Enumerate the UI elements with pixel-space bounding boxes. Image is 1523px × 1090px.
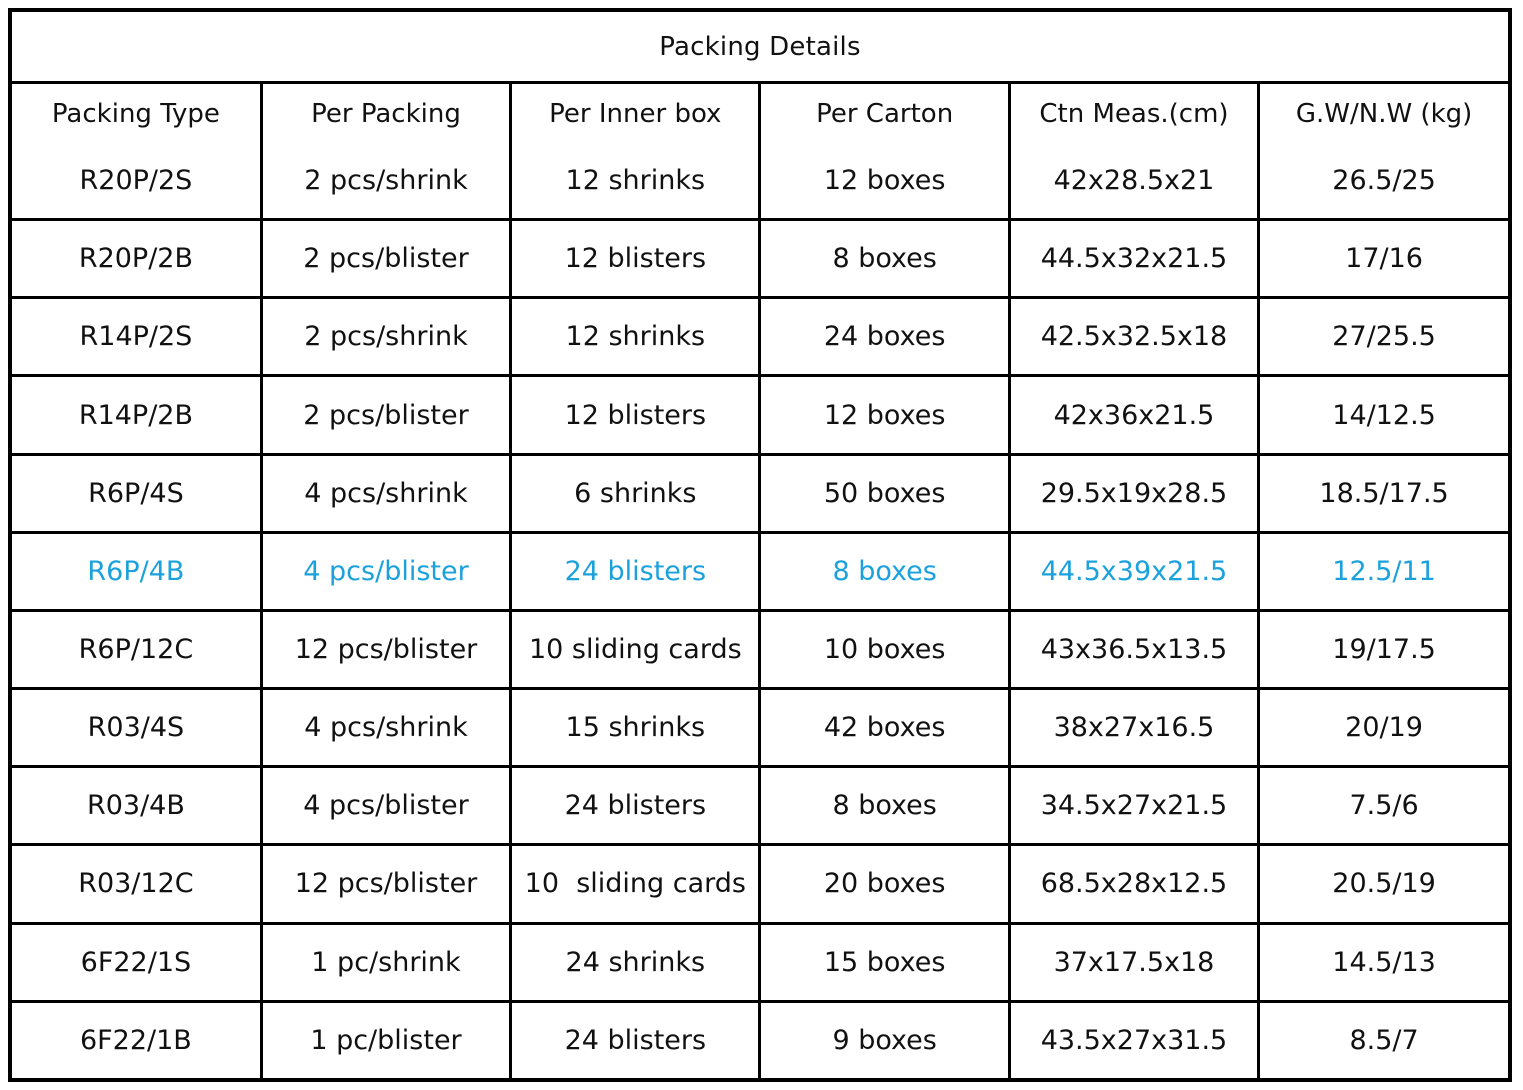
table-body — [12, 143, 1508, 1078]
cell-gw-nw: 26.5/25 — [1259, 143, 1508, 220]
cell-per-packing: 4 pcs/shrink — [261, 689, 510, 767]
table-row — [12, 532, 1508, 610]
cell-gw-nw: 14.5/13 — [1259, 923, 1508, 1001]
table-title: Packing Details — [12, 12, 1508, 83]
cell-per-carton: 15 boxes — [760, 923, 1009, 1001]
cell-per-inner-box: 10 sliding cards — [511, 610, 760, 688]
cell-per-carton: 12 boxes — [760, 143, 1009, 220]
cell-packing-type: R20P/2B — [12, 220, 261, 298]
table-row — [12, 1001, 1508, 1078]
cell-packing-type: R20P/2S — [12, 143, 261, 220]
cell-gw-nw: 14/12.5 — [1259, 376, 1508, 454]
table-row — [12, 220, 1508, 298]
cell-per-inner-box: 12 blisters — [511, 220, 760, 298]
cell-per-carton: 20 boxes — [760, 845, 1009, 923]
table-row — [12, 689, 1508, 767]
cell-gw-nw: 18.5/17.5 — [1259, 454, 1508, 532]
cell-packing-type: R14P/2B — [12, 376, 261, 454]
table-row — [12, 376, 1508, 454]
cell-gw-nw: 8.5/7 — [1259, 1001, 1508, 1078]
cell-per-carton: 10 boxes — [760, 610, 1009, 688]
cell-ctn-meas: 42x28.5x21 — [1009, 143, 1258, 220]
cell-gw-nw: 19/17.5 — [1259, 610, 1508, 688]
cell-gw-nw: 7.5/6 — [1259, 767, 1508, 845]
table-row — [12, 610, 1508, 688]
cell-packing-type: R03/12C — [12, 845, 261, 923]
cell-ctn-meas: 68.5x28x12.5 — [1009, 845, 1258, 923]
cell-per-inner-box: 24 blisters — [511, 1001, 760, 1078]
cell-per-inner-box: 12 shrinks — [511, 143, 760, 220]
cell-per-packing: 12 pcs/blister — [261, 610, 510, 688]
cell-per-packing: 4 pcs/blister — [261, 532, 510, 610]
cell-per-inner-box: 24 blisters — [511, 532, 760, 610]
cell-per-packing: 12 pcs/blister — [261, 845, 510, 923]
cell-per-carton: 8 boxes — [760, 532, 1009, 610]
table-row — [12, 298, 1508, 376]
table-header-row — [12, 83, 1508, 144]
cell-per-packing: 2 pcs/shrink — [261, 143, 510, 220]
column-header-ctn-meas: Ctn Meas.(cm) — [1009, 83, 1258, 144]
cell-gw-nw: 17/16 — [1259, 220, 1508, 298]
cell-per-carton: 8 boxes — [760, 767, 1009, 845]
table-row — [12, 845, 1508, 923]
cell-per-carton: 8 boxes — [760, 220, 1009, 298]
cell-per-packing: 1 pc/shrink — [261, 923, 510, 1001]
table-row — [12, 923, 1508, 1001]
packing-details-table — [12, 12, 1508, 1078]
cell-per-packing: 2 pcs/shrink — [261, 298, 510, 376]
cell-packing-type: R6P/12C — [12, 610, 261, 688]
table-title-row — [12, 12, 1508, 83]
cell-packing-type: R6P/4S — [12, 454, 261, 532]
cell-per-inner-box: 12 blisters — [511, 376, 760, 454]
cell-per-packing: 1 pc/blister — [261, 1001, 510, 1078]
cell-per-packing: 2 pcs/blister — [261, 376, 510, 454]
table-row — [12, 143, 1508, 220]
cell-per-carton: 24 boxes — [760, 298, 1009, 376]
cell-per-inner-box: 24 shrinks — [511, 923, 760, 1001]
column-header-per-carton: Per Carton — [760, 83, 1009, 144]
cell-per-inner-box: 24 blisters — [511, 767, 760, 845]
cell-per-inner-box: 15 shrinks — [511, 689, 760, 767]
cell-ctn-meas: 42x36x21.5 — [1009, 376, 1258, 454]
cell-packing-type: R03/4S — [12, 689, 261, 767]
cell-ctn-meas: 34.5x27x21.5 — [1009, 767, 1258, 845]
column-header-per-inner-box: Per Inner box — [511, 83, 760, 144]
cell-per-carton: 9 boxes — [760, 1001, 1009, 1078]
cell-gw-nw: 12.5/11 — [1259, 532, 1508, 610]
cell-per-carton: 42 boxes — [760, 689, 1009, 767]
column-header-gw-nw: G.W/N.W (kg) — [1259, 83, 1508, 144]
column-header-per-packing: Per Packing — [261, 83, 510, 144]
cell-packing-type: R14P/2S — [12, 298, 261, 376]
cell-per-packing: 4 pcs/blister — [261, 767, 510, 845]
cell-packing-type: R6P/4B — [12, 532, 261, 610]
cell-packing-type: 6F22/1B — [12, 1001, 261, 1078]
cell-per-packing: 4 pcs/shrink — [261, 454, 510, 532]
cell-ctn-meas: 38x27x16.5 — [1009, 689, 1258, 767]
cell-ctn-meas: 44.5x32x21.5 — [1009, 220, 1258, 298]
cell-per-inner-box: 12 shrinks — [511, 298, 760, 376]
cell-per-carton: 12 boxes — [760, 376, 1009, 454]
cell-gw-nw: 27/25.5 — [1259, 298, 1508, 376]
table-row — [12, 454, 1508, 532]
cell-packing-type: 6F22/1S — [12, 923, 261, 1001]
cell-per-inner-box: 10 sliding cards — [511, 845, 760, 923]
cell-ctn-meas: 42.5x32.5x18 — [1009, 298, 1258, 376]
cell-ctn-meas: 43.5x27x31.5 — [1009, 1001, 1258, 1078]
cell-ctn-meas: 29.5x19x28.5 — [1009, 454, 1258, 532]
cell-per-packing: 2 pcs/blister — [261, 220, 510, 298]
cell-per-carton: 50 boxes — [760, 454, 1009, 532]
cell-packing-type: R03/4B — [12, 767, 261, 845]
cell-ctn-meas: 37x17.5x18 — [1009, 923, 1258, 1001]
cell-ctn-meas: 43x36.5x13.5 — [1009, 610, 1258, 688]
packing-details-sheet — [8, 8, 1512, 1082]
cell-ctn-meas: 44.5x39x21.5 — [1009, 532, 1258, 610]
cell-gw-nw: 20/19 — [1259, 689, 1508, 767]
cell-per-inner-box: 6 shrinks — [511, 454, 760, 532]
column-header-packing-type: Packing Type — [12, 83, 261, 144]
cell-gw-nw: 20.5/19 — [1259, 845, 1508, 923]
table-row — [12, 767, 1508, 845]
